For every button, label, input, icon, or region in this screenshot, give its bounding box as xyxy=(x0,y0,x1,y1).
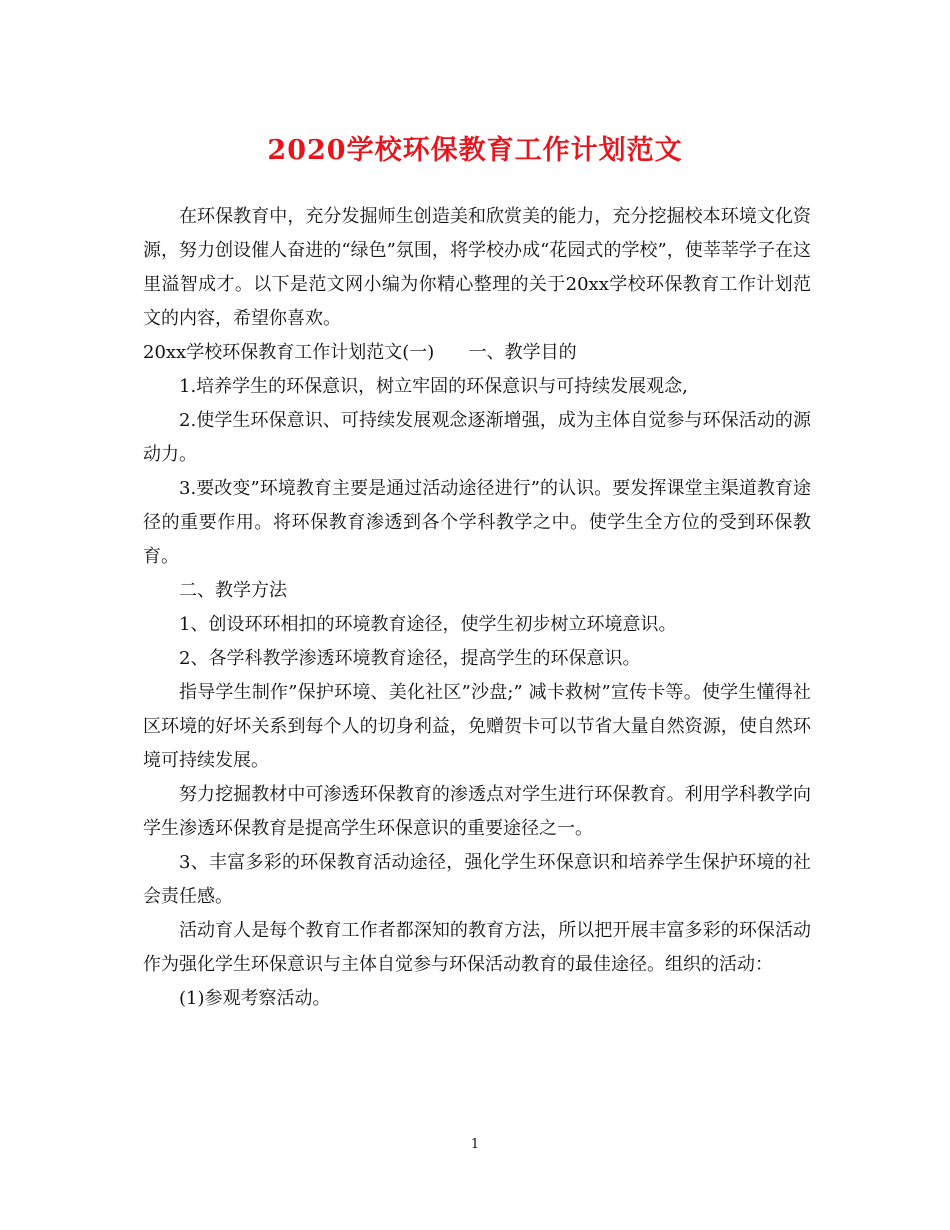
document-body xyxy=(143,200,811,1016)
paragraph-goal-1: 1.培养学生的环保意识，树立牢固的环保意识与可持续发展观念, xyxy=(179,376,688,397)
document-title: 2020学校环保教育工作计划范文 xyxy=(267,135,683,166)
paragraph-method-2: 2、各学科教学渗透环境教育途径，提高学生的环保意识。 xyxy=(179,648,641,669)
paragraph-method-1: 1、创设环环相扣的环境教育途径，使学生初步树立环境意识。 xyxy=(179,614,677,635)
paragraph-goal-3: 3.要改变”环境教育主要是通过活动途径进行”的认识。要发挥课堂主渠道教育途径的重要作用。将环保教育渗透到各个学科教学之中。使学生全方位的受到环保教育。 xyxy=(143,478,811,567)
paragraph-method-2-detail-b: 努力挖掘教材中可渗透环保教育的渗透点对学生进行环保教育。利用学科教学向学生渗透环保教育是提高学生环保意识的重要途径之一。 xyxy=(143,784,811,839)
paragraph-intro: 在环保教育中，充分发掘师生创造美和欣赏美的能力，充分挖掘校本环境文化资源，努力创设催人奋进的“绿色”氛围，将学校办成“花园式的学校”，使莘莘学子在这里溢智成才。以下是范文网小编为你精心整理的关于20xx学校环保教育工作计划范文的内容，希望你喜欢。 xyxy=(143,206,811,329)
page-number: 1 xyxy=(470,1137,480,1152)
paragraph-goal-2: 2.使学生环保意识、可持续发展观念逐渐增强，成为主体自觉参与环保活动的源动力。 xyxy=(143,410,811,465)
paragraph-method-3: 3、丰富多彩的环保教育活动途径，强化学生环保意识和培养学生保护环境的社会责任感。 xyxy=(143,852,811,907)
section-heading-methods: 二、教学方法 xyxy=(179,580,287,601)
paragraph-method-3-detail: 活动育人是每个教育工作者都深知的教育方法，所以把开展丰富多彩的环保活动作为强化学生环保意识与主体自觉参与环保活动教育的最佳途径。组织的活动： xyxy=(143,920,811,975)
paragraph-activity-1: (1)参观考察活动。 xyxy=(179,988,331,1009)
section-heading-plan-one: 20xx学校环保教育工作计划范文(一) 一、教学目的 xyxy=(143,342,577,363)
paragraph-method-2-detail-a: 指导学生制作”保护环境、美化社区”沙盘;” 减卡救树”宣传卡等。使学生懂得社区环境的好坏关系到每个人的切身利益，免赠贺卡可以节省大量自然资源，使自然环境可持续发展。 xyxy=(143,682,811,771)
